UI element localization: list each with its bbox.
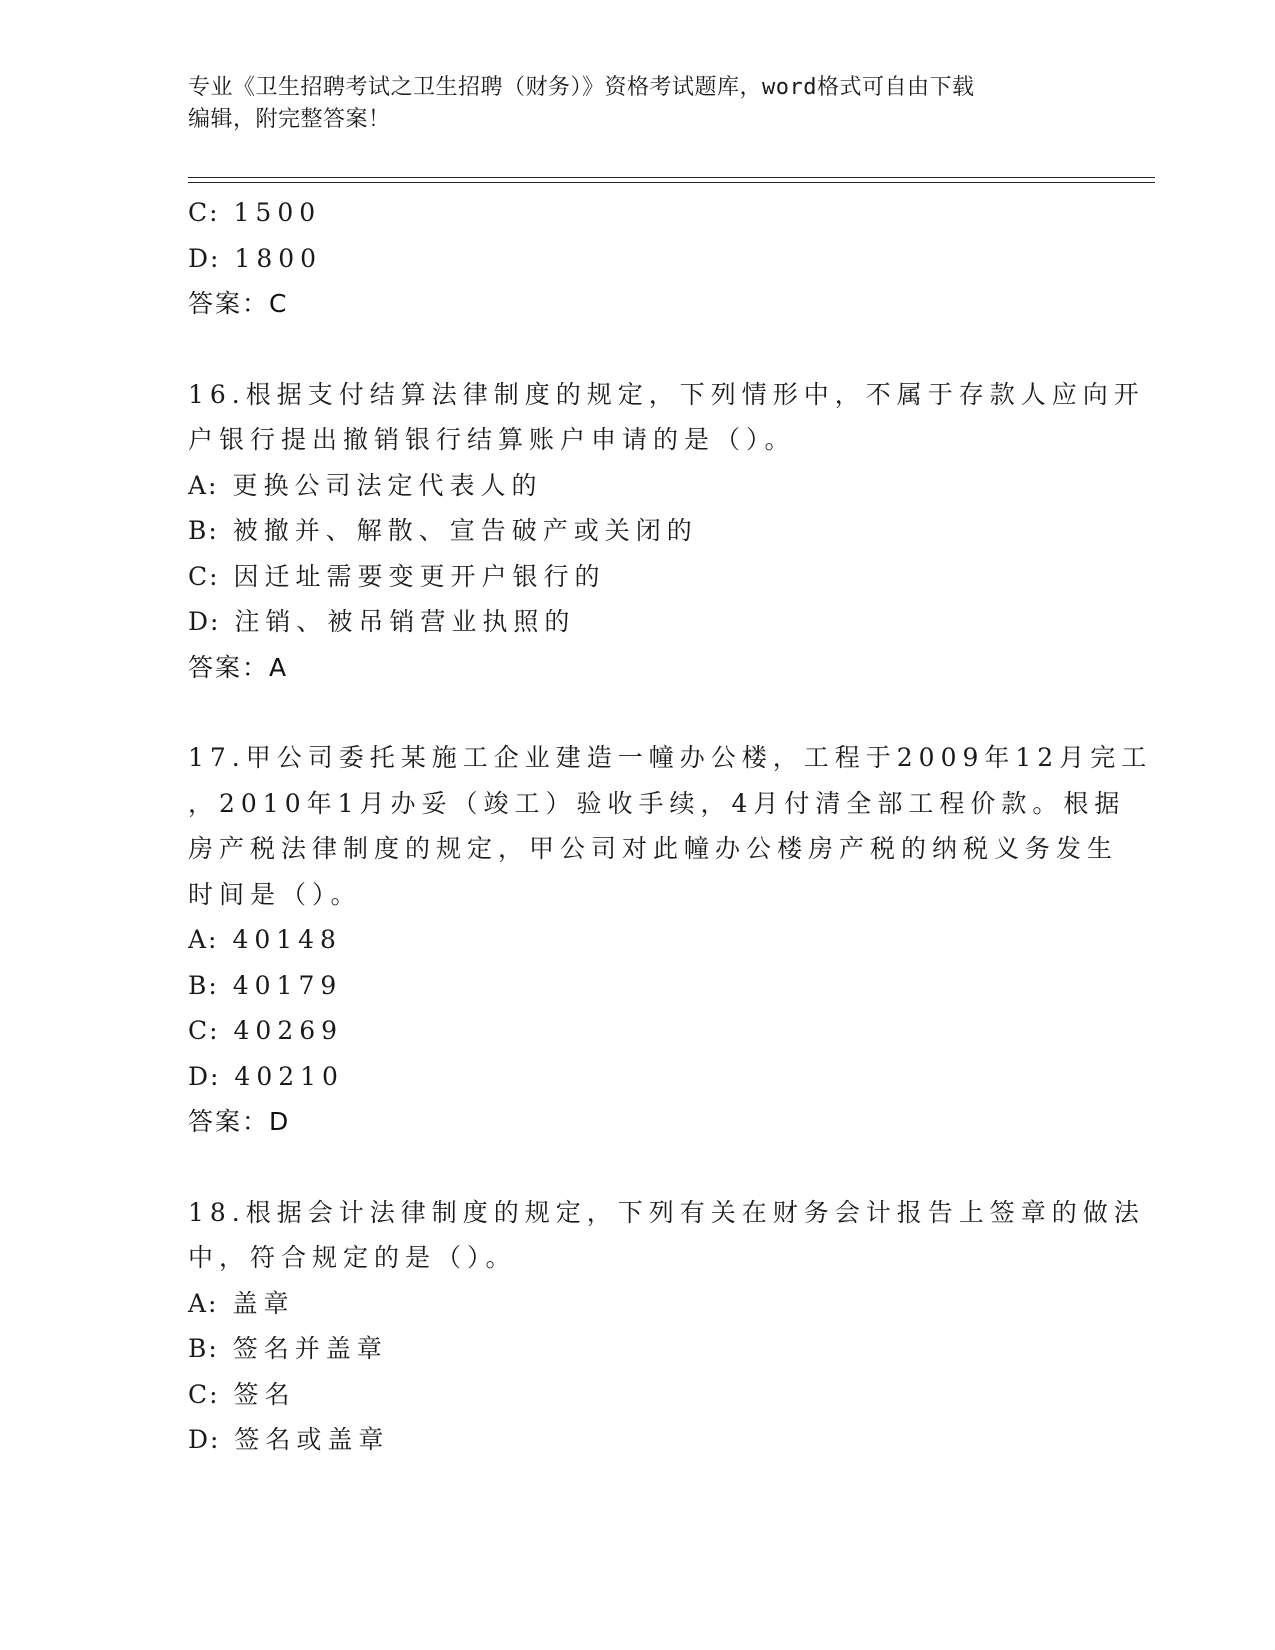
question-content bbox=[188, 190, 1153, 1463]
option-text: 40210 bbox=[234, 1061, 344, 1091]
option-a bbox=[188, 1281, 1088, 1327]
option-key: D: bbox=[188, 607, 221, 636]
option-b bbox=[188, 963, 1088, 1009]
header-divider-bottom bbox=[188, 182, 1155, 183]
option-b bbox=[188, 508, 1088, 554]
option-d bbox=[188, 236, 1088, 282]
option-text: 更换公司法定代表人的 bbox=[232, 470, 543, 500]
option-text: 因迁址需要变更开户银行的 bbox=[233, 561, 606, 591]
answer-line: 答案：A bbox=[188, 652, 289, 682]
option-text: 1800 bbox=[234, 243, 323, 273]
option-key: C: bbox=[188, 1016, 220, 1045]
header-divider-top bbox=[188, 177, 1155, 178]
option-d bbox=[188, 1054, 1088, 1100]
option-d bbox=[188, 1417, 1088, 1463]
option-key: B: bbox=[188, 970, 219, 1000]
option-text: 注销、被吊销营业执照的 bbox=[234, 607, 576, 636]
option-a bbox=[188, 917, 1088, 963]
question-stem-line: ，2010年1月办妥（竣工）验收手续，4月付清全部工程价款。根据 bbox=[188, 788, 1126, 818]
option-key: C: bbox=[188, 198, 220, 227]
option-key: B: bbox=[188, 1334, 219, 1363]
option-a bbox=[188, 463, 1088, 509]
option-key: D: bbox=[188, 1425, 221, 1454]
spacer bbox=[188, 690, 1088, 735]
option-c bbox=[188, 1372, 1088, 1418]
option-b bbox=[188, 1326, 1088, 1372]
option-text: 签名 bbox=[233, 1379, 296, 1409]
header-line-1: 专业《卫生招聘考试之卫生招聘（财务）》资格考试题库，word格式可自由下载 bbox=[188, 75, 975, 100]
option-key: C: bbox=[188, 561, 220, 591]
option-text: 盖章 bbox=[232, 1288, 295, 1318]
option-key: A: bbox=[188, 470, 219, 500]
option-c bbox=[188, 190, 1088, 236]
question-18 bbox=[188, 1190, 1145, 1463]
option-c bbox=[188, 554, 1088, 600]
document-header bbox=[188, 72, 1088, 136]
option-key: A: bbox=[188, 1288, 219, 1318]
option-text: 40269 bbox=[233, 1016, 344, 1045]
option-text: 40179 bbox=[232, 970, 343, 1000]
question-stem-line: 17.甲公司委托某施工企业建造一幢办公楼，工程于2009年12月完工 bbox=[188, 743, 1153, 772]
question-stem-line: 18.根据会计法律制度的规定，下列有关在财务会计报告上签章的做法 bbox=[188, 1197, 1145, 1227]
question-16 bbox=[188, 372, 1145, 691]
answer-line: 答案：C bbox=[188, 289, 289, 318]
question-stem-line: 户银行提出撤销银行结算账户申请的是（）。 bbox=[188, 425, 796, 454]
question-stem-line: 时间是（）。 bbox=[188, 879, 362, 909]
spacer bbox=[188, 1145, 1088, 1190]
header-line-2: 编辑，附完整答案！ bbox=[188, 107, 391, 132]
option-text: 被撤并、解散、宣告破产或关闭的 bbox=[232, 516, 698, 545]
option-c bbox=[188, 1008, 1088, 1054]
option-key: A: bbox=[188, 925, 219, 954]
question-stem-line: 16.根据支付结算法律制度的规定，下列情形中，不属于存款人应向开 bbox=[188, 379, 1145, 409]
question-stem-line: 中，符合规定的是（）。 bbox=[188, 1243, 517, 1272]
answer-line: 答案：D bbox=[188, 1107, 291, 1136]
option-key: D: bbox=[188, 243, 221, 273]
question-17 bbox=[188, 735, 1153, 1145]
option-key: C: bbox=[188, 1379, 220, 1409]
option-text: 40148 bbox=[232, 925, 342, 954]
option-d bbox=[188, 599, 1088, 645]
option-text: 1500 bbox=[233, 198, 322, 227]
question-stem-line: 房产税法律制度的规定，甲公司对此幢办公楼房产税的纳税义务发生 bbox=[188, 834, 1119, 863]
spacer bbox=[188, 327, 1088, 372]
question-15-tail bbox=[188, 190, 1088, 327]
option-key: B: bbox=[188, 516, 219, 545]
option-text: 签名或盖章 bbox=[234, 1425, 390, 1454]
option-text: 签名并盖章 bbox=[232, 1334, 388, 1363]
option-key: D: bbox=[188, 1061, 221, 1091]
